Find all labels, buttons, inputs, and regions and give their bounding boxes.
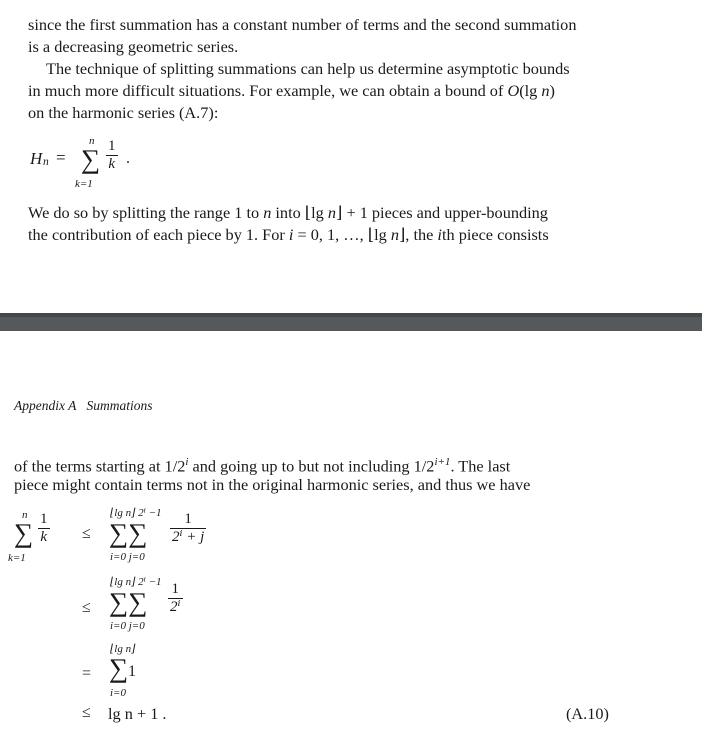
text-fragment: ⌋ + 1 pieces and upper-bounding bbox=[336, 203, 548, 222]
text-fragment: of the terms starting at 1/2 bbox=[14, 456, 186, 476]
text-line: on the harmonic series (A.7): bbox=[28, 103, 219, 122]
math-superscript: i+1 bbox=[434, 456, 451, 468]
relation-symbol: = bbox=[82, 665, 92, 682]
numerator: 1 bbox=[108, 138, 116, 154]
text-line bbox=[28, 224, 549, 246]
denominator: 2ⁱ + j bbox=[172, 529, 205, 545]
denominator: k bbox=[40, 529, 48, 545]
text-line: is a decreasing geometric series. bbox=[28, 37, 239, 56]
numerator: 1 bbox=[171, 581, 180, 597]
sum-lower-limit: k=1 bbox=[8, 552, 26, 564]
page-divider bbox=[0, 313, 702, 331]
denominator: 2ⁱ bbox=[170, 599, 181, 615]
text-fragment: We do so by splitting the range 1 to bbox=[28, 203, 264, 222]
math-symbol: n bbox=[327, 203, 337, 222]
fraction bbox=[168, 581, 183, 616]
denominator: k bbox=[108, 156, 116, 172]
sum-upper-limit: ⌊lg n⌋ bbox=[110, 643, 136, 655]
header-section: Summations bbox=[86, 398, 153, 413]
math-symbol: n bbox=[541, 81, 550, 100]
text-fragment: . The last bbox=[450, 456, 511, 476]
text-fragment: (lg bbox=[519, 81, 542, 100]
numerator: 1 bbox=[40, 511, 48, 527]
math-symbol: n bbox=[263, 203, 272, 222]
math-symbol: i bbox=[288, 225, 294, 244]
text-line: The technique of splitting summations can help us determine asymptotic bounds bbox=[46, 59, 570, 78]
sigma-symbol: ∑∑ bbox=[109, 518, 148, 548]
math-subscript: n bbox=[43, 156, 49, 168]
text-line: piece might contain terms not in the original harmonic series, and thus we have bbox=[14, 475, 531, 494]
text-fragment: ) bbox=[549, 81, 555, 100]
fraction bbox=[38, 511, 50, 546]
relation-symbol: ≤ bbox=[82, 599, 91, 616]
sigma-symbol: ∑ bbox=[14, 518, 34, 548]
harmonic-equation bbox=[30, 134, 150, 194]
relation-symbol: ≤ bbox=[82, 704, 91, 721]
sum-upper-limit: n bbox=[89, 135, 95, 147]
text-fragment: = 0, 1, …, ⌊lg bbox=[293, 225, 391, 244]
summand: 1 bbox=[128, 663, 136, 680]
relation-symbol: ≤ bbox=[82, 525, 91, 542]
period: . bbox=[126, 150, 130, 167]
sum-lower-limit: i=0 j=0 bbox=[110, 620, 145, 632]
equation-number: (A.10) bbox=[566, 704, 609, 723]
derivation-block bbox=[0, 505, 702, 745]
math-symbol: O bbox=[507, 81, 520, 100]
equals-sign: = bbox=[56, 148, 66, 167]
fraction bbox=[170, 511, 206, 546]
text-fragment: the contribution of each piece by 1. For bbox=[28, 225, 289, 244]
sigma-symbol: ∑ bbox=[81, 144, 101, 174]
sigma-symbol: ∑ bbox=[109, 653, 129, 683]
sigma-symbol: ∑∑ bbox=[109, 587, 148, 617]
math-superscript: i bbox=[185, 456, 189, 468]
math-symbol: n bbox=[390, 225, 399, 244]
fraction bbox=[106, 138, 118, 173]
result-expression: lg n + 1 . bbox=[108, 704, 167, 723]
text-line bbox=[28, 202, 548, 224]
header-appendix: Appendix A bbox=[14, 398, 77, 413]
sum-upper-limit: ⌊lg n⌋ 2ⁱ −1 bbox=[110, 507, 162, 519]
sum-lower-limit: i=0 bbox=[110, 687, 126, 699]
math-symbol: i bbox=[437, 225, 442, 244]
sum-lower-limit: k=1 bbox=[75, 178, 93, 190]
running-header bbox=[14, 398, 153, 414]
text-fragment: th piece consists bbox=[441, 225, 549, 244]
text-fragment: and going up to but not including 1/2 bbox=[188, 456, 435, 476]
text-line bbox=[28, 80, 555, 102]
sum-upper-limit: ⌊lg n⌋ 2ⁱ −1 bbox=[110, 576, 162, 588]
numerator: 1 bbox=[184, 511, 192, 527]
text-line: since the first summation has a constant number of terms and the second summation bbox=[28, 15, 577, 34]
text-fragment: ⌋, the bbox=[398, 225, 438, 244]
text-fragment: in much more difficult situations. For example, we can obtain a bound of bbox=[28, 81, 508, 100]
text-fragment: into ⌊lg bbox=[271, 203, 328, 222]
sum-lower-limit: i=0 j=0 bbox=[110, 551, 145, 563]
math-symbol: H bbox=[30, 149, 43, 168]
sum-upper-limit: n bbox=[22, 509, 28, 521]
